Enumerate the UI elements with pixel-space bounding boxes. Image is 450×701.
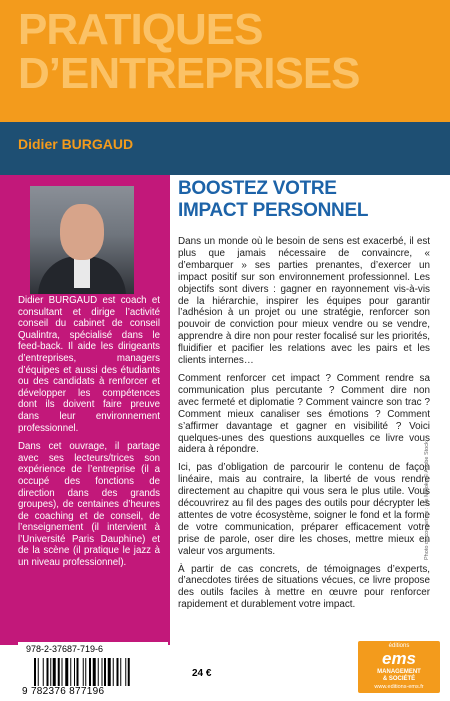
barcode-bar [93, 658, 96, 686]
isbn-text: 978-2-37687-719-6 [26, 644, 104, 654]
publisher-logo [358, 641, 440, 693]
barcode-bar [50, 658, 51, 686]
photo-credit: Photo de couverture : Ms Moloko © Adobe Stock [424, 441, 430, 560]
barcode-bar [38, 658, 39, 686]
barcode-bar [47, 658, 49, 686]
barcode-bar [53, 658, 56, 686]
barcode-bar [108, 658, 111, 686]
photo-head [60, 204, 104, 260]
barcode-digits: 9 782376 877196 [22, 686, 105, 697]
series-title-line-1: PRATIQUES [18, 5, 263, 54]
barcode-bar [62, 658, 63, 686]
description-paragraph-3: Ici, pas d’obligation de parcourir le contenu de façon linéaire, mais au contraire, la liberté de vous rendre directement au chapitre qui vous sera le plus utile. Vous découvrirez au fil des pages des outils pour décrypter les attentes de votre écosystème, soigner le fond et la forme de votre communication, préparer efficacement votre prise de parole, oser dire les choses, mettre mieux en valeur vos arguments. [178, 462, 430, 557]
publisher-name: ems [381, 649, 417, 668]
author-bio [18, 295, 160, 576]
barcode-bar [58, 658, 60, 686]
publisher-line-1: MANAGEMENT [377, 669, 421, 675]
barcode-bar [104, 658, 106, 686]
description-text [178, 236, 430, 617]
description-paragraph-1: Dans un monde où le besoin de sens est exacerbé, il est plus que jamais nécessaire de convaincre, « d’embarquer » ses parties prenantes, d’exercer un impact positif sur son environnement professionnel. Les objectifs sont divers : gagner en rayonnement vis-à-vis de la hiérarchie, inspirer les équipes pour garantir l’adhésion à un projet ou une stratégie, renforcer son pouvoir de conviction pour mieux vendre ou se vendre, apprendre à dire non pour rester focalisé sur les priorités, fluidifier et pacifier les relations avec les pairs et les clients internes… [178, 236, 430, 367]
barcode-bar [85, 658, 86, 686]
barcode-box [18, 642, 168, 698]
barcode-bar [70, 658, 71, 686]
bio-paragraph-1: Didier BURGAUD est coach et consultant et dirige l’activité conseil du cabinet de conseil Qualintra, spécialisé dans le feed-back. Il aide les dirigeants d’entreprises, managers d’équipes et aussi des étudiants ou des candidats à renforcer et développer les compétences dont ils doivent faire preuve dans leur environnement professionnel. [18, 295, 160, 434]
barcode-bar [98, 658, 99, 686]
barcode-bar [120, 658, 121, 686]
series-title [18, 5, 438, 98]
description-paragraph-2: Comment renforcer cet impact ? Comment rendre sa communication plus percutante ? Comment dire non avec fermeté et diplomatie ? Comment vaincre son trac ? Comment mieux canaliser ses émotions ? Comment s’affirmer davantage et gagner en visibilité ? Voici quelques-unes des questions auxquelles ce livre vous aidera à répondre. [178, 372, 430, 456]
bio-paragraph-2: Dans cet ouvrage, il partage avec ses lecteurs/trices son expérience de l’entreprise (il a occupé des fonctions de direction dans des grands groupes), de centaines d’heures de coaching et de conseil, de l’enseignement (il intervient à l’Université Paris Dauphine) et de la scène (il pratique le jazz à un niveau professionnel). [18, 441, 160, 569]
publisher-editions: éditions [388, 643, 410, 649]
barcode-bar [89, 658, 91, 686]
price: 24 € [192, 668, 212, 679]
book-title-line-1: BOOSTEZ VOTRE [178, 178, 337, 199]
series-title-line-2: D’ENTREPRISES [18, 49, 360, 98]
barcode-bar [113, 658, 114, 686]
photo-shirt [74, 258, 90, 288]
barcode-bars [34, 658, 160, 686]
publisher-url: www.editions-ems.fr [374, 684, 424, 690]
book-title-line-2: IMPACT PERSONNEL [178, 200, 369, 221]
author-photo [30, 186, 134, 294]
barcode-bar [102, 658, 103, 686]
barcode-bar [65, 658, 68, 686]
publisher-line-2: & SOCIÉTÉ [382, 676, 416, 682]
author-name: Didier BURGAUD [18, 136, 134, 152]
barcode-bar [128, 658, 130, 686]
barcode-bar [43, 658, 44, 686]
barcode-bar [74, 658, 75, 686]
barcode-bar [34, 658, 36, 686]
barcode-bar [117, 658, 119, 686]
barcode-bar [125, 658, 126, 686]
barcode-bar [77, 658, 79, 686]
book-title [178, 178, 438, 222]
description-paragraph-4: À partir de cas concrets, de témoignages d’experts, d’anecdotes tirées de situations vécues, ce livre propose des outils faciles à mettre en œuvre pour renforcer rapidement et durablement votre impact. [178, 563, 430, 611]
barcode-bar [83, 658, 84, 686]
